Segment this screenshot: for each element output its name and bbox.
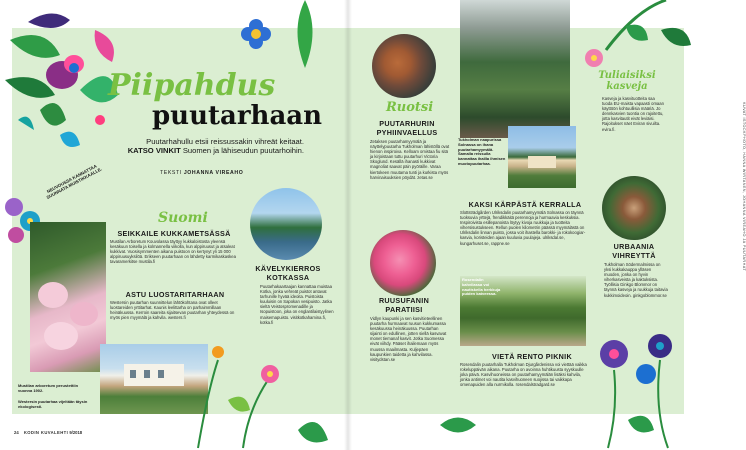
leaf-bottom-icon	[438, 410, 478, 440]
section-script-suomi: Suomi	[158, 210, 208, 226]
side-script: Tuliaisiksi kasveja	[598, 70, 656, 92]
credits-rotated: KUVAT ISTOCKPHOTO, HANNA WIRTANEN, JOHANNA VIREAHO JA PUUTARHAT	[742, 102, 746, 272]
footer	[14, 430, 82, 435]
section1-title: SEIKKAILE KUKKAMETSÄSSÄ	[117, 229, 231, 238]
col5-title: URBAANIA VIHREYTTÄ	[612, 242, 656, 260]
section2-body: Westersin puutarhan suunnittelun lähtökohtana ovat olleet luostareiden yrttitarhat. Kaunis leelittarha on parhaimmillaan heinäkuussa. Kerroin saareita sijaitsevan puutarhan yhteydessä on myös pien myymälä ja kahvila. westers.fi	[110, 300, 235, 321]
footer-page-number: 24	[14, 430, 19, 435]
spine-shadow	[344, 0, 352, 450]
col5-body: Tukholman Södermalmissa on yksi kukkakauppa ylläsen muoden, jonka on hyvin viherkasveista ja kaktuksista. Työllisia Ginkgo Blommor on täynnä kasveja ja ruukkuja taitavia kukkimoideoin. ginkgoblommor.se	[604, 262, 668, 298]
col4-title: VIETÄ RENTO PIKNIK	[492, 352, 572, 361]
pots-photo	[372, 34, 436, 98]
footer-issue: 9/2018	[69, 430, 83, 435]
byline-name: JOHANNA VIREAHO	[183, 170, 244, 176]
col2-title-right: RUUSUFANIN PARATIISI	[378, 296, 430, 314]
section-script-ruotsi: Ruotsi	[386, 100, 434, 115]
urban-photo	[602, 176, 666, 240]
col2-title: KÄVELYKIERROS KOTKASSA	[255, 264, 321, 282]
right-page	[348, 0, 746, 450]
col3-title: KAKSI KÄRPÄSTÄ KERRALLA	[468, 200, 582, 209]
section2-title: ASTU LUOSTARITARHAAN	[125, 290, 225, 299]
col4-body: Rosendalin puutarhalla Tukholman Djurgårdenissa voi viettää vaikka rokeluppäivän aikana. Puutarha on avoinna huhtikuusta syyskuulle joka päivä. Kasvihuoneissa on puutarhamyymälän lisäksi kahvila, jonka antimet voi nautita kasvihuoneen suojissa tai vaikkapa omenapuiden alla nurmikolla. rosendalstradgard.se	[460, 362, 587, 388]
lead-paragraph	[114, 137, 304, 155]
kotka-photo	[250, 188, 322, 260]
flower-decoration-top-right	[566, 0, 696, 80]
blue-flower-icon	[236, 14, 276, 54]
byline-prefix: TEKSTI	[160, 170, 184, 176]
col2-body: Puutarhakaartaajan kannattaa muistaa Kotka, jonka vehreät puistot antavat tarhunille hyvää ideoita. Puistoista kuuluisin on Sapokan vesipuisto. Jatka sieltä Veistospromenadille ja Isopuistoon, joka on englantilaistyylinen maisemapuisto. visitkotkahamina.fi, kotka.fi	[260, 284, 334, 325]
caption-solna: Tukholman naapurissa Solnassa on ihana puutarhamyymälä. Samalla reissulla kannattaa ihailla ihmisen muotopuutarhaa.	[458, 137, 506, 166]
byline	[160, 170, 243, 176]
col1-title: PUUTARHURIN PYHIINVAELLUS	[376, 119, 438, 137]
title-script: Piipahdus	[108, 68, 276, 103]
roses-photo	[370, 230, 436, 296]
caption-rosendal: Rosendalin kahvilassa voi nautiskella herkkuja puiden katveessa.	[462, 277, 501, 297]
lead-line2: Suomen ja lähiseudun puutarhoihin.	[180, 146, 304, 155]
leaf-decoration-icon	[290, 0, 320, 70]
rhododendron-photo	[30, 222, 106, 372]
tag-rotated: NEUVOUSSA KANNATTAA SUUNNATA MUISTIKKAALLE.	[45, 163, 103, 200]
greenhouse-photo	[460, 0, 570, 138]
col1-body: Zetaksen puutarhamyymälä ja näyttelypuutarha Tukholman lähistöllä ovat hienon inspiroiva. Kelloam omistaa fiu sitä ja kirjoistaan tuttu puutarhuri Victoria Skoglund. Kesällä ihanasti kukkivat magnoliat saavat päin pyöräille. Varaa kiertokeen muutama tunti ja kurkista myös harvinaisuuksien pöydät. zetas.se	[370, 139, 450, 180]
side-body: Kasveja ja kasvituotteita saa tuoda EU-maista vapaasti omaan käyttöön kohtuullisia määriä. Jo dennkasvien tuontia on rajoitettu, jotta kasvitautit eivät leviäisi. Rajoitukset näet Eviran sivuilta. evira.fi.	[602, 96, 664, 132]
col3-body: Slottsträdgården Ulriksdalin puutarhamyymälä Solnassa on täynnä tuoksuvia yrttejä, frendikkäitä perennoja ja hurmaavia keskuksia. Inspiroivista esillepanoista löytyy kivoja ruukkuja ja tuotteita vihersisustukseen. Rellun puolen kilometrin päässä myymälästä on Ulriksdalin linnan puisto, jossa voit ihastella barokki- ja rokokoogiar- kasvia, koristeiden ajaan kuuluvia puulajeja. ulriksdal.se, kungarhuset.se, rappne.se	[460, 210, 586, 246]
palace-photo	[508, 126, 576, 188]
left-page	[0, 0, 348, 450]
lead-bold: KATSO VINKIT	[127, 146, 181, 155]
caption-mustila: Mustilan arboretum perustettiin vuonna 1902.	[18, 383, 79, 393]
page-title: puutarhaan	[152, 101, 323, 131]
section1-body: Mustilan Arboretum Kouvolassa täyttyy kukkaloistosta yleensä kesäkuun toisella ja kolmannella viikolla, kun alppiruusut ja atsaleat kukkivat. Vuosisymmenten aikana puistoon on kertynyt yli 15 000 alppiruusuyksilöä. Erikseen puutarhaan on lähdetty karmikaskaskea tavaramerkitse mustila.fi	[110, 239, 236, 265]
footer-magazine: KODIN KUVALEHTI	[23, 430, 69, 435]
lead-line1: Puutarhahullu etsii reissussakin vihreät keitaat.	[146, 137, 304, 146]
flower-decoration-bottom-right	[588, 330, 696, 450]
col2-body-right: Vidlyn kaupunki ja sen kasvitieteellinen puutarha hurmaavat ruusun kukkumassa kesäkuussa heinäkuussa. Puutarhan sijainti on edullinen, jotten siellä kasvavat monet tiemanaf kasvit. Jotka Suomessa eivät viihdy. Pääset ihailemaan myös muussa maailmasta. Kuljepäen kaupunkien taidetta ja kahvilassa. visitydstan.se	[370, 316, 447, 362]
caption-westers: Westersin puutarhaa vijeltään täysin ekologisesti.	[18, 399, 88, 409]
flower-decoration-bottom	[188, 330, 338, 450]
